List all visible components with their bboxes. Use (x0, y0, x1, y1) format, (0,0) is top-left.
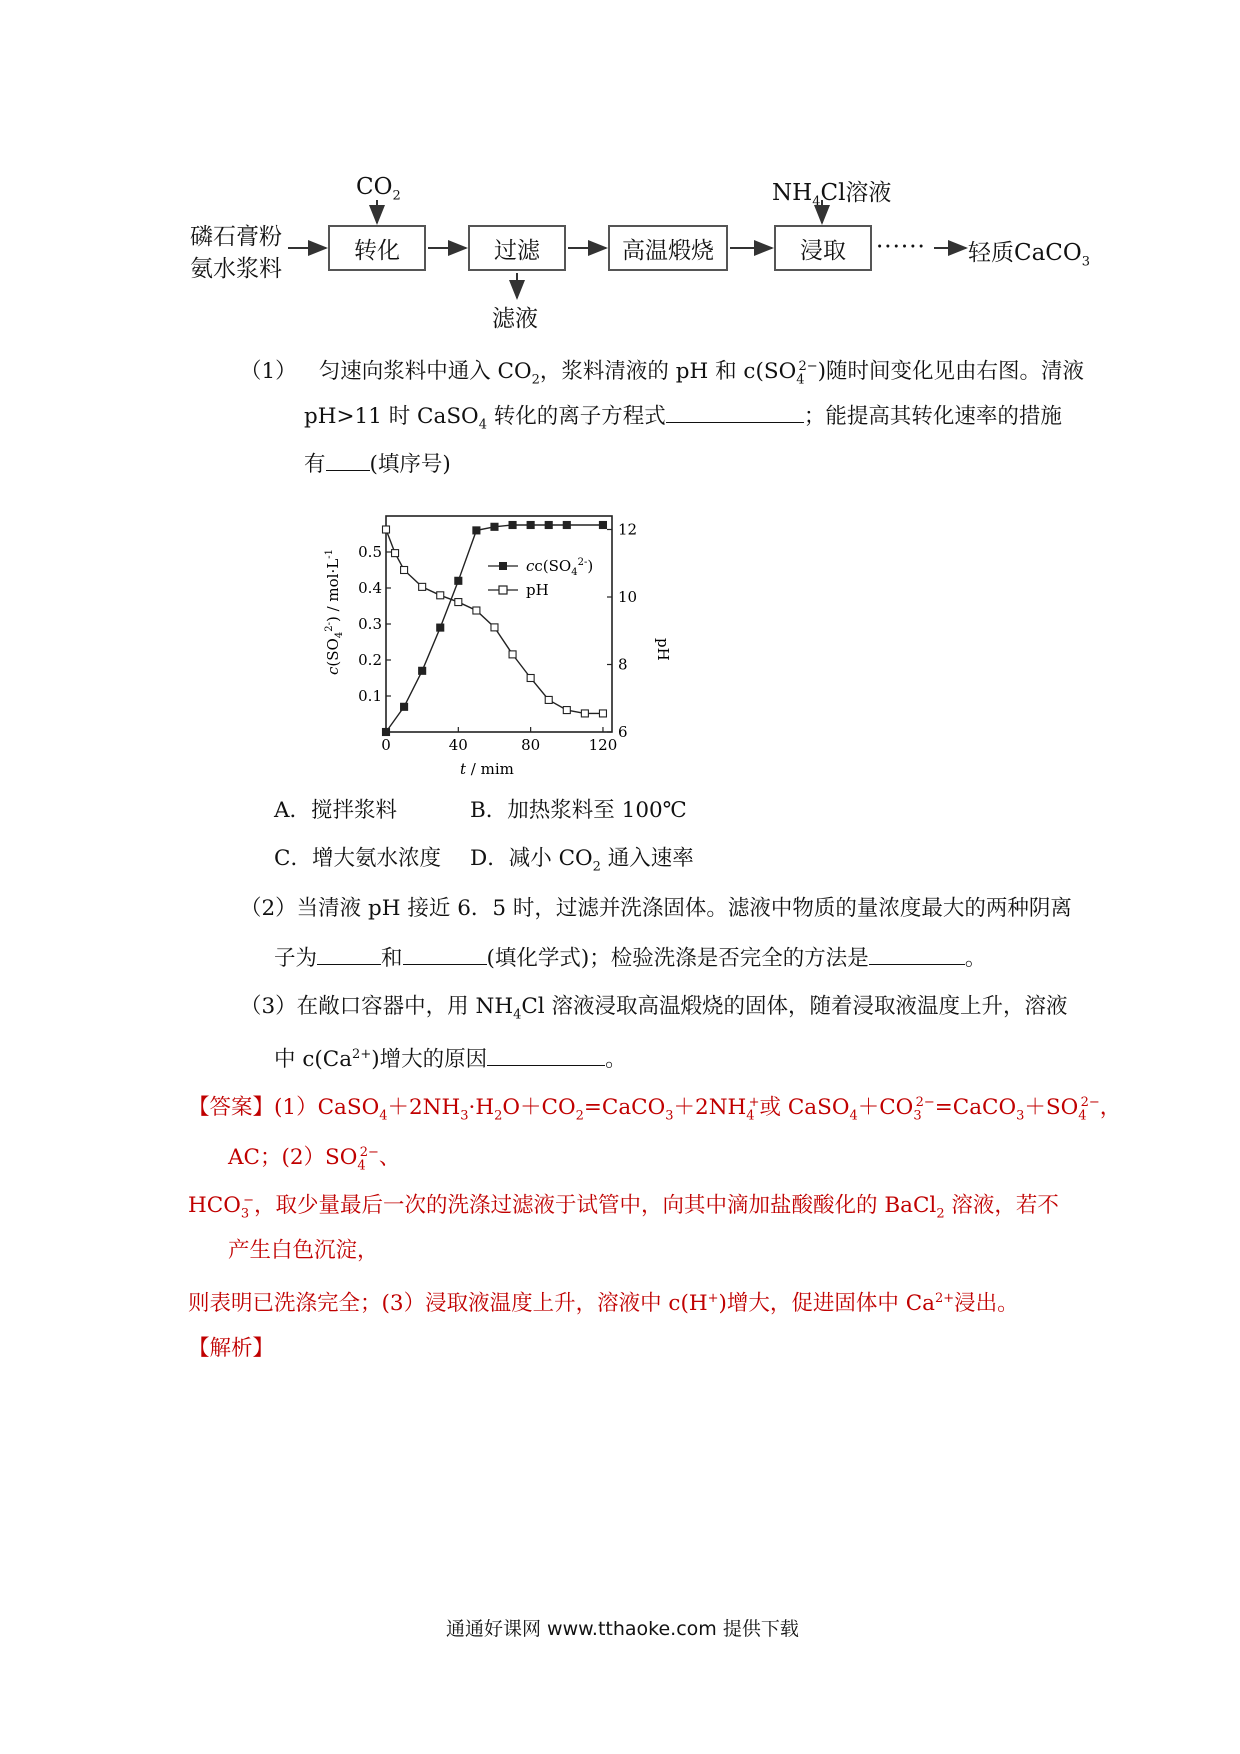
data-point-conc (599, 522, 606, 529)
answer-line1: 【答案】$(1)CaSO_4+2NH_3\cdot H_2O+CO_2=CaCO_3+2NH_4^+$或 $CaSO_4+CO_3^{2-}=CaCO_3+SO_4^{2-}$， (188, 1095, 1122, 1124)
y-left-tick-label: 0.3 (358, 615, 382, 633)
y-left-tick-label: 0.5 (358, 543, 382, 561)
y-axis-label-right: pH (654, 638, 672, 661)
nh4cl-input-label: $NH_4Cl$溶液 (772, 180, 892, 210)
data-point-conc (473, 527, 480, 534)
y-right-tick-label: 8 (618, 655, 628, 674)
data-point-conc (545, 522, 552, 529)
y-right-tick-label: 10 (618, 588, 638, 606)
data-point-ph (581, 710, 588, 717)
q1-line3: 有 (填序号) (304, 452, 451, 477)
data-point-ph (491, 624, 498, 631)
y-left-tick-label: 0.1 (358, 687, 382, 705)
concentration-ph-chart (318, 510, 678, 780)
flow-arrows (0, 0, 1240, 340)
step-conversion-box: 转化 (328, 225, 426, 271)
legend-marker-conc (499, 562, 507, 570)
legend-label-ph: pH (526, 581, 549, 599)
answer-blank[interactable] (487, 1045, 605, 1066)
ellipsis: ······ (876, 234, 926, 260)
raw-material-line2: 氨水浆料 (190, 256, 282, 282)
option-c[interactable]: C．增大氨水浓度 (274, 846, 441, 871)
option-d[interactable]: D．减小 $CO_2$ 通入速率 (470, 846, 694, 875)
answer-blank[interactable] (869, 944, 965, 965)
q2-line2: 子为 和 (填化学式)；检验洗涤是否完全的方法是 。 (274, 946, 987, 971)
x-tick-label: 120 (588, 736, 618, 754)
data-point-conc (437, 624, 444, 631)
data-point-conc (419, 667, 426, 674)
data-point-ph (392, 550, 399, 557)
data-point-ph (527, 675, 534, 682)
q3-line1: （3）在敞口容器中，用 $NH_4Cl$ 溶液浸取高温煅烧的固体，随着浸取液温度上升，溶液 (240, 994, 1068, 1023)
answer-label: 【答案】 (188, 1095, 275, 1121)
data-point-conc (383, 729, 390, 736)
analysis-label: 【解析】 (188, 1336, 275, 1361)
data-point-conc (509, 522, 516, 529)
data-point-ph (563, 707, 570, 714)
y-left-tick-label: 0.2 (358, 651, 382, 669)
y-left-tick-label: 0.4 (358, 579, 382, 597)
y-axis-label-left: $c(SO_4^{2-}) / mol\cdot L^{-1}$ (324, 549, 345, 675)
data-point-ph (509, 651, 516, 658)
data-point-ph (437, 592, 444, 599)
data-point-ph (401, 567, 408, 574)
answer-line3: $HCO_3^-$，取少量最后一次的洗涤过滤液于试管中，向其中滴加盐酸酸化的 BaCl$_2$ 溶液，若不 (188, 1193, 1059, 1222)
answer-line4: 产生白色沉淀， (228, 1238, 379, 1263)
data-point-ph (383, 526, 390, 533)
raw-material-line1: 磷石膏粉 (190, 224, 282, 250)
x-tick-label: 0 (381, 736, 391, 754)
y-right-tick-label: 6 (618, 723, 628, 741)
product-label: 轻质CaCO$_3$ (968, 240, 1091, 270)
plot-frame (386, 516, 612, 732)
answer-blank[interactable] (317, 944, 381, 965)
data-point-conc (527, 522, 534, 529)
q1-line1: （1） 匀速向浆料中通入 $CO_2$，浆料清液的 pH 和 $c(SO_4^{2-})$随时间变化见由右图。清液 (240, 359, 1085, 388)
filtrate-label: 滤液 (492, 306, 538, 332)
data-point-ph (455, 599, 462, 606)
data-point-ph (419, 583, 426, 590)
x-tick-label: 80 (521, 736, 541, 754)
q1-line2: pH>11 时 CaSO$_4$ 转化的离子方程式 ；能提高其转化速率的措施 (304, 404, 1062, 433)
option-b[interactable]: B．加热浆料至 100℃ (470, 798, 687, 823)
co2-input-label: $CO_2$ (356, 174, 401, 204)
data-point-conc (401, 703, 408, 710)
data-point-conc (455, 577, 462, 584)
data-point-ph (473, 607, 480, 614)
answer-line2: AC；$(2)SO_4^{2-}$、 (228, 1145, 401, 1174)
x-axis-label: t / mim (460, 760, 514, 778)
answer-line5: 则表明已洗涤完全；(3）浸取液温度上升，溶液中 c(H+)增大，促进固体中 $Ca^{2+}$浸出。 (188, 1291, 1019, 1317)
step-calcination-box: 高温煅烧 (608, 225, 728, 271)
y-right-tick-label: 12 (618, 520, 638, 539)
step-filtration-box: 过滤 (468, 225, 566, 271)
data-point-conc (491, 523, 498, 530)
q3-line2: 中 $c(Ca^{2+})$增大的原因 。 (274, 1047, 627, 1073)
option-a[interactable]: A．搅拌浆料 (274, 798, 398, 823)
step-leaching-box: 浸取 (774, 225, 872, 271)
legend-label-conc: $cc(SO_4^{2-})$ (526, 557, 594, 578)
legend-marker-ph (499, 586, 507, 594)
answer-blank[interactable] (666, 402, 804, 423)
x-tick-label: 40 (448, 736, 468, 754)
data-point-conc (563, 522, 570, 529)
chart-legend (488, 557, 593, 599)
answer-blank[interactable] (326, 450, 370, 471)
data-point-ph (599, 710, 606, 717)
q2-line1: （2）当清液 pH 接近 6．5 时，过滤并洗涤固体。滤液中物质的量浓度最大的两种阴离 (240, 896, 1072, 921)
data-point-ph (545, 696, 552, 703)
answer-blank[interactable] (403, 944, 487, 965)
footer-text[interactable]: 通通好课网 www.tthaoke.com 提供下载 (446, 1618, 799, 1640)
